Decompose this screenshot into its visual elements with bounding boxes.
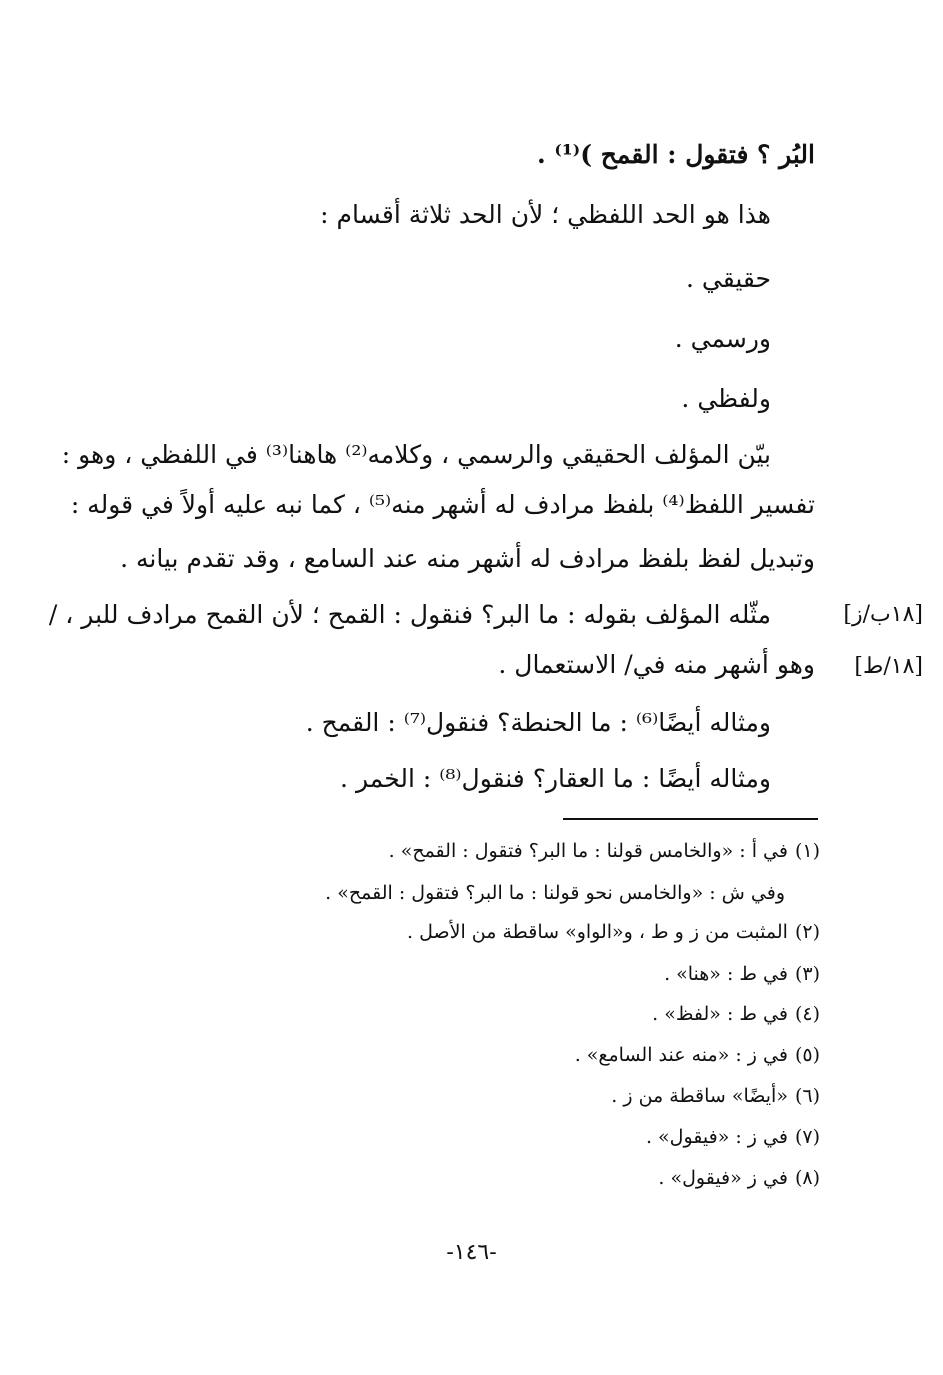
footnote-number: (١) [794,840,820,862]
footnote-number: (٤) [794,1003,820,1025]
text-line-11: ومثاله أيضًا⁽⁶⁾ : ما الحنطة؟ فنقول⁽⁷⁾ : القمح . [305,708,771,737]
footnote-4 [652,1000,820,1028]
footnote-2 [407,918,820,946]
text-line-9: مثّله المؤلف بقوله : ما البر؟ فنقول : القمح ؛ لأن القمح مرادف للبر ، / [48,600,771,629]
text-line-7: تفسير اللفظ⁽⁴⁾ بلفظ مرادف له أشهر منه⁽⁵⁾ ، كما نبه عليه أولاً في قوله : [70,490,815,519]
text-line-8: وتبديل لفظ بلفظ مرادف له أشهر منه عند السامع ، وقد تقدم بيانه . [120,544,815,573]
footnote-number: (٣) [794,963,820,985]
footnote-3 [664,960,820,988]
footnote-text: في ز : «منه عند السامع» . [574,1044,788,1066]
footnote-5 [575,1041,820,1069]
footnote-text: في ز «فيقول» . [658,1167,788,1189]
footnote-text: في ط : «لفظ» . [652,1003,788,1025]
footnote-1-continued [325,879,785,907]
footnote-separator [563,818,818,820]
footnote-number: (٢) [794,921,820,943]
text-line-1: البُر ؟ فتقول : القمح )⁽¹⁾ . [536,140,815,169]
text-line-6: بيّن المؤلف الحقيقي والرسمي ، وكلامه⁽²⁾ هاهنا⁽³⁾ في اللفظي ، وهو : [61,440,771,469]
text-line-4: ورسمي . [674,324,771,353]
footnote-number: (٧) [794,1126,820,1148]
footnote-text: وفي ش : «والخامس نحو قولنا : ما البر؟ فتقول : القمح» . [325,882,785,904]
text-line-3: حقيقي . [685,264,771,293]
text-line-10: وهو أشهر منه في/ الاستعمال . [498,650,815,679]
footnote-7 [646,1123,820,1151]
page-number: -١٤٦- [446,1240,497,1265]
footnote-1 [389,837,820,865]
text-line-5: ولفظي . [681,384,771,413]
footnote-6 [611,1082,820,1110]
footnote-text: المثبت من ز و ط ، و«الواو» ساقطة من الأصل . [407,921,788,943]
margin-reference-1: [١٨ب/ز] [843,602,923,627]
text-line-2: هذا هو الحد اللفظي ؛ لأن الحد ثلاثة أقسام : [320,200,771,229]
text-line-12: ومثاله أيضًا : ما العقار؟ فنقول⁽⁸⁾ : الخمر . [340,764,771,793]
margin-reference-2: [١٨/ط] [854,654,923,679]
footnote-text: في ط : «هنا» . [664,963,788,985]
footnote-number: (٨) [794,1167,820,1189]
footnote-number: (٦) [794,1085,820,1107]
footnote-number: (٥) [794,1044,820,1066]
footnote-8 [658,1164,820,1192]
footnote-text: في أ : «والخامس قولنا : ما البر؟ فتقول : القمح» . [388,840,788,862]
footnote-text: في ز : «فيقول» . [645,1126,788,1148]
footnote-text: «أيضًا» ساقطة من ز . [611,1085,788,1107]
